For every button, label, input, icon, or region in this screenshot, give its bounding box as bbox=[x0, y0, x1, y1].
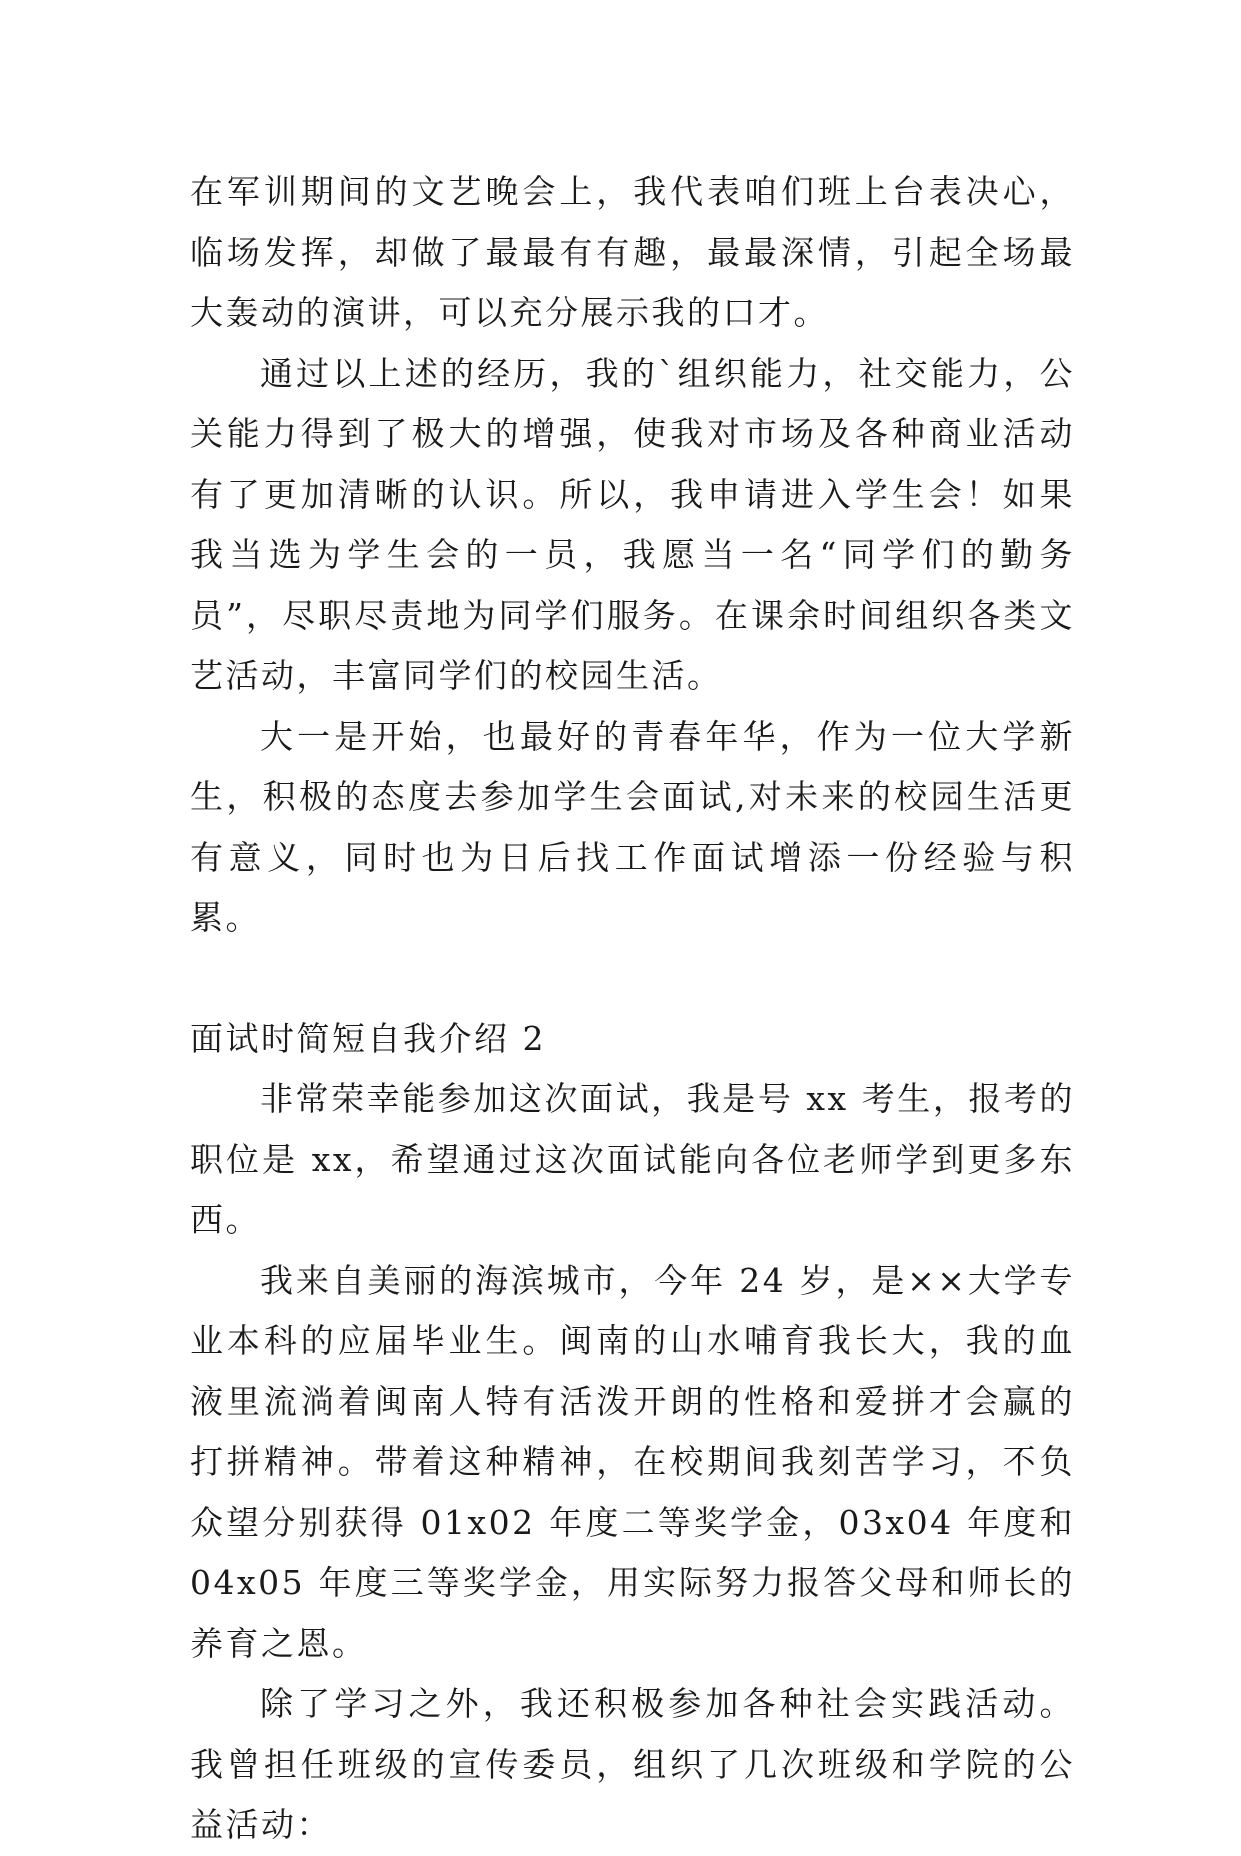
paragraph-activities: 除了学习之外，我还积极参加各种社会实践活动。我曾担任班级的宣传委员，组织了几次班级和学院的公益活动： bbox=[190, 1684, 1075, 1844]
paragraph-introduction: 非常荣幸能参加这次面试，我是号 xx 考生，报考的职位是 xx，希望通过这次面试能向各位老师学到更多东西。 bbox=[190, 1079, 1075, 1239]
section-title: 面试时简短自我介绍 2 bbox=[190, 1018, 546, 1058]
paragraph-military-training: 在军训期间的文艺晚会上，我代表咱们班上台表决心，临场发挥，却做了最最有有趣，最最深情，引起全场最大轰动的演讲，可以充分展示我的口才。 bbox=[190, 172, 1075, 332]
paragraph-background: 我来自美丽的海滨城市，今年 24 岁，是××大学专业本科的应届毕业生。闽南的山水哺育我长大，我的血液里流淌着闽南人特有活泼开朗的性格和爱拼才会赢的打拼精神。带着这种精神，在校期间我刻苦学习，不负众望分别获得 01x02 年度二等奖学金，03x04 年度和 04x05 年度三等奖学金，用实际努力报答父母和师长的养育之恩。 bbox=[190, 1260, 1075, 1663]
paragraph-abilities: 通过以上述的经历，我的`组织能力，社交能力，公关能力得到了极大的增强，使我对市场及各种商业活动有了更加清晰的认识。所以，我申请进入学生会！如果我当选为学生会的一员，我愿当一名“同学们的勤务员”，尽职尽责地为同学们服务。在课余时间组织各类文艺活动，丰富同学们的校园生活。 bbox=[190, 353, 1075, 695]
section-spacer bbox=[190, 949, 1075, 1009]
paragraph-freshman: 大一是开始，也最好的青春年华，作为一位大学新生，积极的态度去参加学生会面试,对未来的校园生活更有意义，同时也为日后找工作面试增添一份经验与积累。 bbox=[190, 716, 1075, 937]
document-body bbox=[190, 162, 1075, 1856]
